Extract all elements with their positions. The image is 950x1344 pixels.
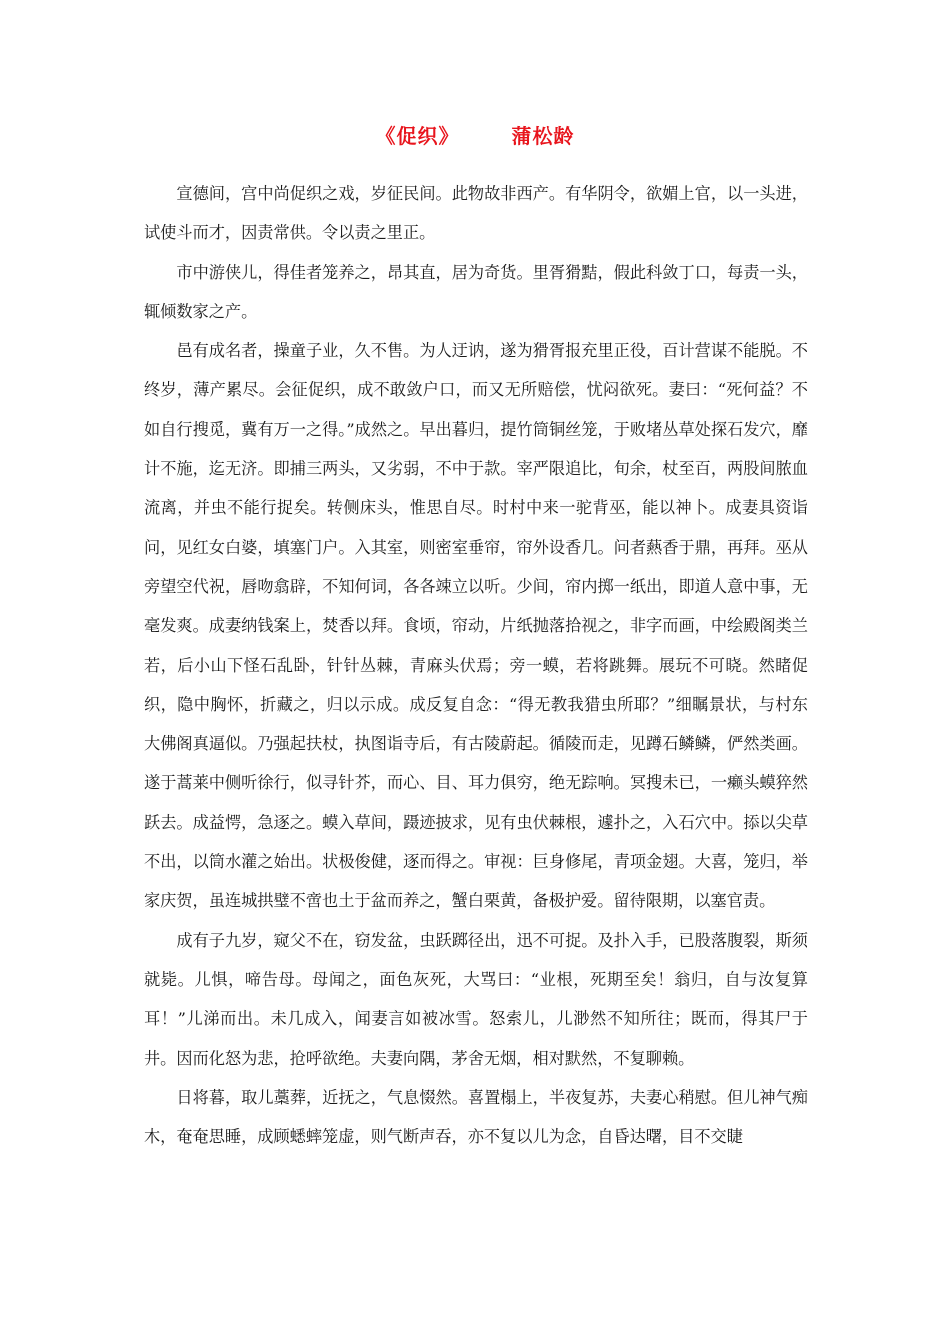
paragraph: 成有子九岁，窥父不在，窃发盆，虫跃踯径出，迅不可捉。及扑入手，已股落腹裂，斯须就毙。儿惧，啼告母。母闻之，面色灰死，大骂曰：“业根，死期至矣！翁归，自与汝复算耳！”儿涕而出。未几成入，闻妻言如被冰雪。怒索儿，儿渺然不知所往；既而，得其尸于井。因而化怒为悲，抢呼欲绝。夫妻向隅，茅舍无烟，相对默然，不复聊赖。	[144, 930, 808, 1068]
document-body	[144, 174, 808, 1156]
paragraph: 邑有成名者，操童子业，久不售。为人迂讷，遂为猾胥报充里正役，百计营谋不能脱。不终岁，薄产累尽。会征促织，成不敢敛户口，而又无所赔偿，忧闷欲死。妻曰：“死何益？不如自行搜觅，冀有万一之得。”成然之。早出暮归，提竹筒铜丝笼，于败堵丛草处探石发穴，靡计不施，迄无济。即捕三两头，又劣弱，不中于款。宰严限追比，旬余，杖至百，两股间脓血流离，并虫不能行捉矣。转侧床头，惟思自尽。时村中来一驼背巫，能以神卜。成妻具资诣问，见红女白婆，填塞门户。入其室，则密室垂帘，帘外设香几。问者爇香于鼎，再拜。巫从旁望空代祝，唇吻翕辟，不知何词，各各竦立以听。少间，帘内掷一纸出，即道人意中事，无毫发爽。成妻纳钱案上，焚香以拜。食顷，帘动，片纸抛落拾视之，非字而画，中绘殿阁类兰若，后小山下怪石乱卧，针针丛棘，青麻头伏焉；旁一蟆，若将跳舞。展玩不可晓。然睹促织，隐中胸怀，折藏之，归以示成。成反复自念：“得无教我猎虫所耶？”细瞩景状，与村东大佛阁真逼似。乃强起扶杖，执图诣寺后，有古陵蔚起。循陵而走，见蹲石鳞鳞，俨然类画。遂于蒿莱中侧听徐行，似寻针芥，而心、目、耳力俱穷，绝无踪响。冥搜未已，一癞头蟆猝然跃去。成益愕，急逐之。蟆入草间，蹑迹披求，见有虫伏棘根，遽扑之，入石穴中。掭以尖草不出，以筒水灌之始出。状极俊健，逐而得之。审视：巨身修尾，青项金翅。大喜，笼归，举家庆贺，虽连城拱璧不啻也土于盆而养之，蟹白栗黄，备极护爱。留待限期，以塞官责。	[144, 341, 808, 911]
paragraph: 宣德间，宫中尚促织之戏，岁征民间。此物故非西产。有华阴令，欲媚上官，以一头进，试使斗而才，因责常供。令以责之里正。	[144, 184, 808, 243]
author-name: 蒲松龄	[511, 124, 575, 148]
title-text: 《促织》	[375, 124, 460, 148]
document-title	[0, 120, 950, 149]
paragraph: 市中游侠儿，得佳者笼养之，昂其直，居为奇货。里胥猾黠，假此科敛丁口，每责一头，辄倾数家之产。	[144, 262, 808, 321]
paragraph: 日将暮，取儿藁葬，近抚之，气息惙然。喜置榻上，半夜复苏，夫妻心稍慰。但儿神气痴木，奄奄思睡，成顾蟋蟀笼虚，则气断声吞，亦不复以儿为念，自昏达曙，目不交睫	[144, 1087, 808, 1147]
